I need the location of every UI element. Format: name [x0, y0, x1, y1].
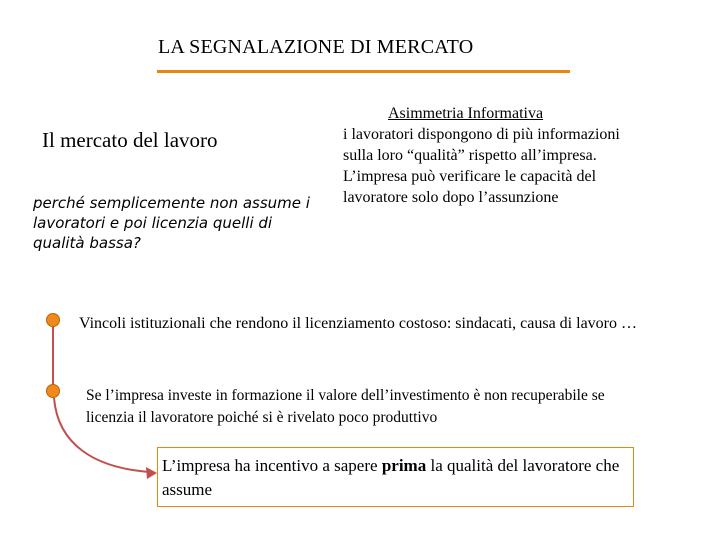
left-heading: Il mercato del lavoro — [42, 128, 218, 152]
asymmetry-heading: Asimmetria Informativa — [388, 105, 544, 122]
conclusion-bold-word: prima — [381, 456, 427, 475]
left-question: perché semplicemente non assume i lavoratori e poi licenzia quelli di qualità bassa? — [33, 194, 310, 252]
point-1: Vincoli istituzionali che rendono il licenziamento costoso: sindacati, causa di lavoro … — [79, 315, 637, 332]
conclusion-text-end: la qualità del lavoratore che assume — [162, 456, 620, 499]
slide-title: LA SEGNALAZIONE DI MERCATO — [158, 36, 474, 58]
arrow-head-icon — [146, 467, 157, 479]
bullet-1 — [46, 313, 60, 327]
conclusion-box — [157, 447, 634, 507]
bullet-2 — [46, 384, 60, 398]
conclusion-text-start: L’impresa ha incentivo a sapere — [162, 456, 382, 475]
point-2: Se l’impresa investe in formazione il valore dell’investimento è non recuperabile se licenzia il lavoratore poiché si è rivelato poco produttivo — [86, 387, 605, 426]
asymmetry-text: i lavoratori dispongono di più informazioni sulla loro “qualità” rispetto all’impresa. L’impresa può verificare le capacità del lavoratore solo dopo l’assunzione — [343, 126, 620, 206]
